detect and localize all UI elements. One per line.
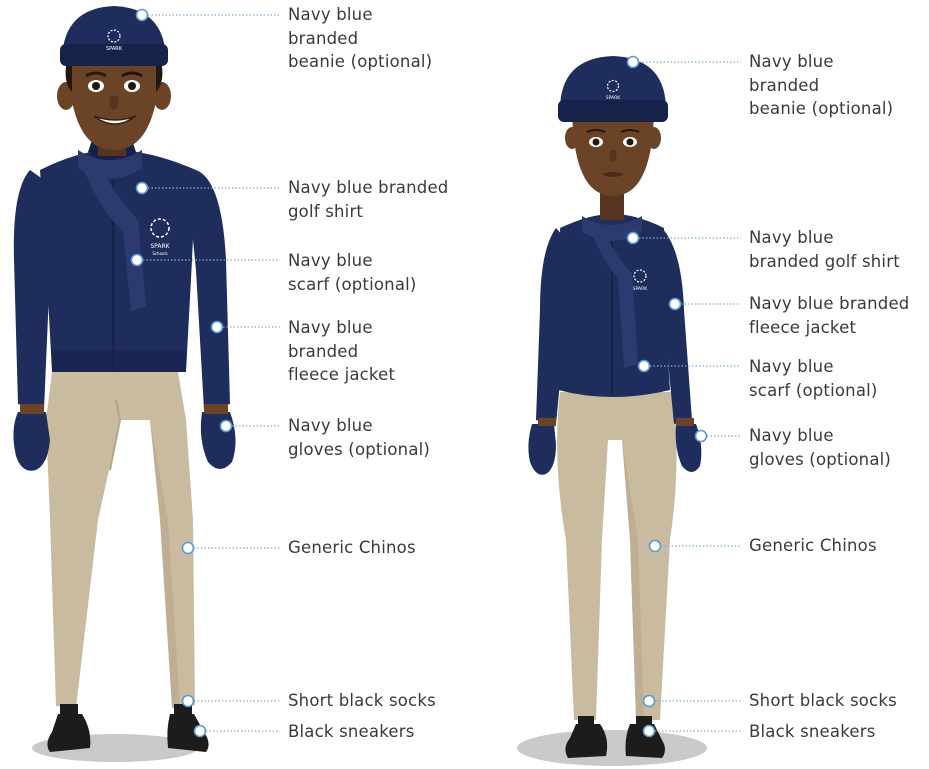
male-fleece-jacket-label [288,316,395,387]
female-fleece-jacket-label [749,292,909,339]
female-fleece-jacket-label-line: fleece jacket [749,317,857,337]
male-golf-shirt-label-line: Navy blue branded [288,178,449,197]
male-logo-brand: SPARK [150,243,170,250]
female-figure [517,56,707,766]
male-beanie-label-line: beanie (optional) [288,52,433,71]
female-left-glove [528,424,556,475]
female-sneakers-marker [644,726,655,737]
female-chinos-marker [650,541,661,552]
female-beanie-label-line: beanie (optional) [749,99,894,118]
female-scarf-label [749,355,878,402]
male-gloves-label [288,414,430,461]
female-fleece-jacket-label-line: Navy blue branded [749,294,910,313]
female-scarf-label-line: Navy blue [749,357,834,376]
female-gloves-label-line: Navy blue [749,426,834,445]
female-chinos-label [749,534,877,558]
male-left-glove [13,412,50,471]
female-golf-shirt-label [749,226,900,273]
male-logo-sub: Schools [152,251,168,256]
male-beanie-label-line: branded [288,28,359,48]
female-socks-marker [644,696,655,707]
female-fleece-jacket-marker [670,299,681,310]
male-fleece-jacket [40,150,196,372]
male-fleece-jacket-label-line: Navy blue [288,318,373,337]
male-head [57,60,171,150]
male-scarf-label-line: Navy blue [288,251,373,270]
female-beanie-marker [628,57,639,68]
female-beanie-label-line: branded [749,75,820,95]
male-figure [13,6,235,762]
female-fleece-jacket [558,214,670,397]
female-chinos [557,392,676,720]
male-fleece-jacket-marker [212,322,223,333]
male-beanie-label [288,3,432,74]
female-beanie-label-line: Navy blue [749,52,834,71]
male-scarf-label [288,249,417,296]
male-gloves-label-line: Navy blue [288,416,373,435]
female-golf-shirt-label-line: Navy blue [749,228,834,247]
male-sneakers-label [288,720,415,744]
male-gloves-label-line: gloves (optional) [288,439,431,459]
male-chinos-label [288,536,416,560]
female-socks-label-line: Short black socks [749,691,897,710]
male-beanie-marker [137,10,148,21]
female-golf-shirt-marker [628,233,639,244]
male-golf-shirt-label [288,176,448,223]
female-scarf-marker [639,361,650,372]
female-chinos-label-line: Generic Chinos [749,536,877,555]
male-fleece-jacket-label-line: fleece jacket [288,365,396,384]
male-socks-marker [183,696,194,707]
female-beanie-label [749,50,893,121]
male-beanie-label-line: Navy blue [288,5,373,24]
female-sneakers-label-line: Black sneakers [749,722,876,741]
male-fleece-jacket-label-line: branded [288,341,359,361]
male-chinos-label-line: Generic Chinos [288,538,416,557]
male-scarf-label-line: scarf (optional) [288,274,417,294]
female-gloves-label [749,424,891,471]
female-golf-shirt-label-line: branded golf shirt [749,251,900,271]
female-gloves-marker [696,431,707,442]
male-left-sneaker [47,714,90,752]
male-sneakers-marker [195,726,206,737]
female-beanie [558,56,668,122]
female-socks-label [749,689,897,713]
male-golf-shirt-marker [137,183,148,194]
svg-text:SPARK: SPARK [105,46,123,52]
svg-text:SPARK: SPARK [605,96,621,101]
male-chinos [46,372,195,708]
female-gloves-label-line: gloves (optional) [749,449,892,469]
male-right-glove [201,412,236,469]
female-scarf-label-line: scarf (optional) [749,380,878,400]
male-socks-label-line: Short black socks [288,691,436,710]
male-gloves-marker [221,421,232,432]
male-sneakers-label-line: Black sneakers [288,722,415,741]
male-scarf-marker [132,255,143,266]
female-sneakers-label [749,720,876,744]
male-chinos-marker [183,543,194,554]
svg-text:SPARK: SPARK [632,287,648,292]
female-floor-shadow [517,730,707,766]
female-left-sneaker [565,724,607,758]
male-socks-label [288,689,436,713]
male-golf-shirt-label-line: golf shirt [288,201,364,221]
